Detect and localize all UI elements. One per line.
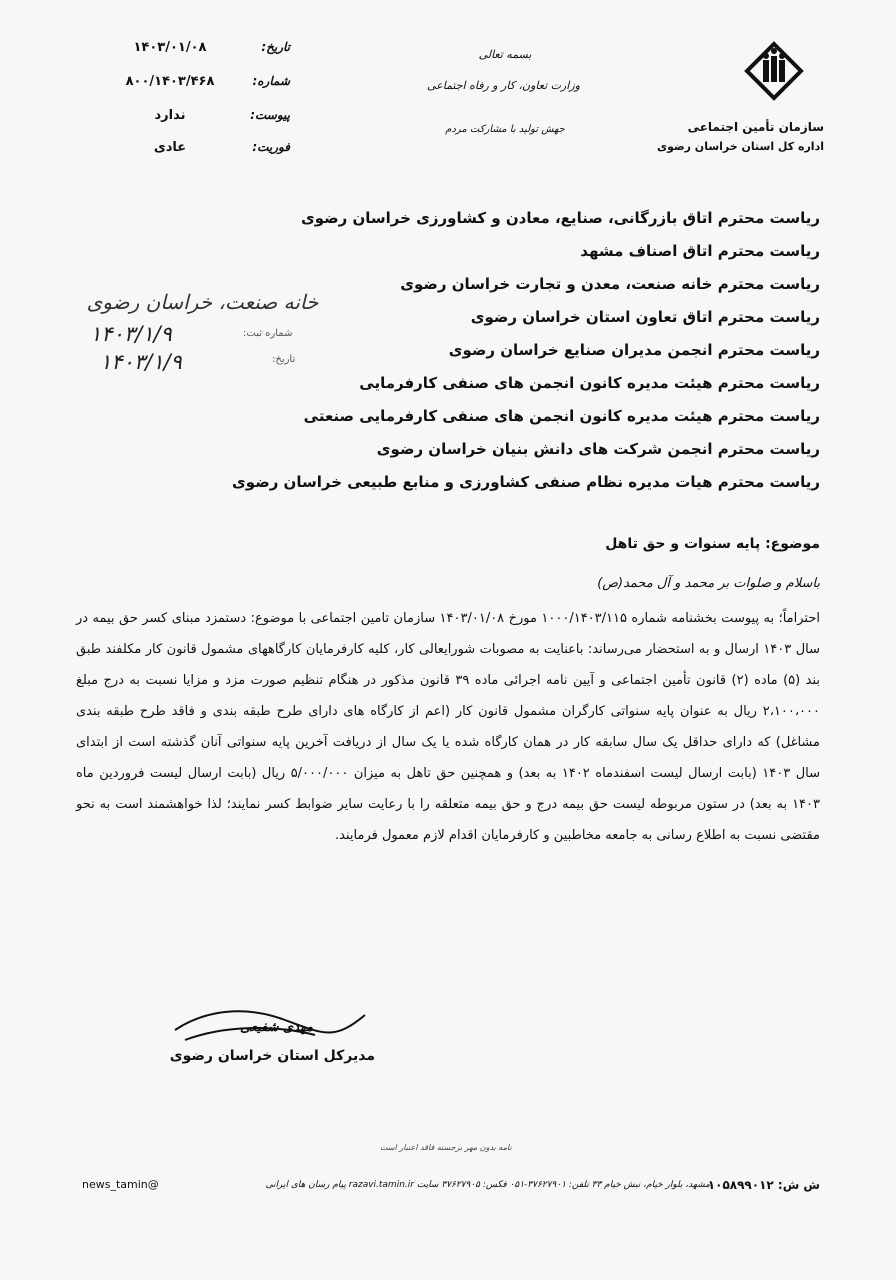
letter-center-heading bbox=[426, 48, 580, 135]
footer-note: نامه بدون مهر برجسته فاقد اعتبار است bbox=[380, 1143, 512, 1152]
stamp-org: خانه صنعت، خراسان رضوی bbox=[86, 290, 319, 314]
addressee-line: ریاست محترم هیئت مدیره کانون انجمن های صنفی کارفرمایی صنعتی bbox=[303, 407, 820, 425]
meta-priority bbox=[118, 140, 290, 172]
bismillah: بسمه تعالی bbox=[478, 48, 532, 61]
signer-title: مدیرکل استان خراسان رضوی bbox=[169, 1048, 375, 1064]
year-slogan: جهش تولید با مشارکت مردم bbox=[445, 124, 565, 135]
addressee-line: ریاست محترم انجمن مدیران صنایع خراسان رضوی bbox=[448, 341, 820, 359]
addressee-line: ریاست محترم هیئت مدیره کانون انجمن های صنفی کارفرمایی bbox=[359, 374, 820, 392]
tamin-logo-block bbox=[657, 40, 824, 200]
meta-date bbox=[118, 40, 290, 74]
meta-attachment bbox=[118, 108, 290, 140]
letter-body: احتراماً؛ به پیوست بخشنامه شماره ۱۰۰۰/۱۴۰۳/۱۱۵ مورخ ۱۴۰۳/۰۱/۰۸ سازمان تامین اجتماعی با موضوع: دستمزد مبنای کسر حق بیمه در سال ۱۴۰۳ ارسال و به استحضار می‌رساند: باعنایت به مصوبات شورایعالی کار، کلیه کارفرمایان کارگاههای مشمول قانون کار مکلفند طبق بند (۵) ماده (۲) قانون تأمین اجتماعی و آیین نامه اجرائی ماده ۳۹ قانون مذکور در هنگام تنظیم صورت مزد و مزایا نسبت به درج مبلغ ۲،۱۰۰،۰۰۰ ریال به عنوان پایه سنواتی کارگران مشمول قانون کار (اعم از کارگاه های دارای طرح طبقه بندی و فاقد طرح طبقه بندی مشاغل) که دارای حداقل یک سال سابقه کار در همان کارگاه شده یا یک سال از دریافت آخرین پایه سنواتی آنان گذشته است از ابتدای سال ۱۴۰۳ (بابت ارسال لیست اسفندماه ۱۴۰۲ به بعد) و همچنین حق تاهل به میزان ۵/۰۰۰/۰۰۰ ریال (بابت ارسال لیست فروردین ماه ۱۴۰۳ به بعد) در ستون مربوطه لیست حق بیمه درج و حق بیمه متعلقه را با رعایت سایر ضوابط کسر نمایند؛ لذا خواهشمند است به نحو مقتضی نسبت به اطلاع رسانی به جامعه مخاطبین و کارفرمایان اقدام لازم معمول فرمایند. bbox=[76, 611, 821, 843]
signer-name: مهدی شفیعی bbox=[240, 1020, 313, 1035]
tamin-logo-icon bbox=[743, 40, 805, 102]
attachment-value: ندارد bbox=[154, 108, 186, 123]
stamp-date-label: تاریخ: bbox=[272, 354, 296, 365]
addressee-line: ریاست محترم اتاق تعاون استان خراسان رضوی bbox=[470, 308, 820, 326]
number-value: ۸۰۰/۱۴۰۳/۴۶۸ bbox=[125, 74, 215, 89]
addressee-line: ریاست محترم اتاق بازرگانی، صنایع، معادن و کشاورزی خراسان رضوی bbox=[300, 209, 820, 227]
attachment-label: پیوست: bbox=[250, 108, 290, 122]
footer-social: @news_tamin bbox=[82, 1178, 159, 1191]
ministry-name: وزارت تعاون، کار و رفاه اجتماعی bbox=[426, 79, 580, 92]
stamp-date: ۱۴۰۳/۱/۹ bbox=[100, 350, 182, 374]
addressee-line: ریاست محترم خانه صنعت، معدن و تجارت خراسان رضوی bbox=[400, 275, 820, 293]
footer-line bbox=[76, 1178, 820, 1198]
priority-value: عادی bbox=[153, 140, 187, 155]
received-stamp bbox=[80, 290, 325, 400]
org-unit: اداره کل استان خراسان رضوی bbox=[657, 140, 824, 153]
letter-meta bbox=[118, 40, 290, 172]
letter-subject: موضوع: پایه سنوات و حق تاهل bbox=[605, 536, 820, 552]
stamp-number: ۱۴۰۳/۱/۹ bbox=[90, 322, 172, 346]
stamp-number-label: شماره ثبت: bbox=[243, 328, 293, 339]
footer-code: ش ش: ۱۰۵۸۹۹۰۱۲ bbox=[707, 1178, 820, 1192]
date-value: ۱۴۰۳/۰۱/۰۸ bbox=[133, 40, 207, 55]
letter-greeting: باسلام و صلوات بر محمد و آل محمد(ص) bbox=[597, 576, 820, 591]
addressee-line: ریاست محترم اتاق اصناف مشهد bbox=[580, 242, 820, 260]
org-name: سازمان تأمین اجتماعی bbox=[687, 120, 824, 134]
addressee-line: ریاست محترم هیات مدیره نظام صنفی کشاورزی و منابع طبیعی خراسان رضوی bbox=[232, 473, 820, 491]
signature-block bbox=[165, 1000, 375, 1080]
date-label: تاریخ: bbox=[261, 40, 290, 54]
meta-number bbox=[118, 74, 290, 108]
addressee-line: ریاست محترم انجمن شرکت های دانش بنیان خراسان رضوی bbox=[376, 440, 820, 458]
footer-address: مشهد، بلوار خیام، نبش خیام ۳۳ تلفن: ۳۷۶۲۷۹۰۱-۰۵۱ فکس: ۳۷۶۲۷۹۰۵ سایت razavi.tamin.ir پیام رسان های ایرانی bbox=[265, 1180, 710, 1190]
number-label: شماره: bbox=[252, 74, 290, 88]
priority-label: فوریت: bbox=[252, 140, 290, 154]
